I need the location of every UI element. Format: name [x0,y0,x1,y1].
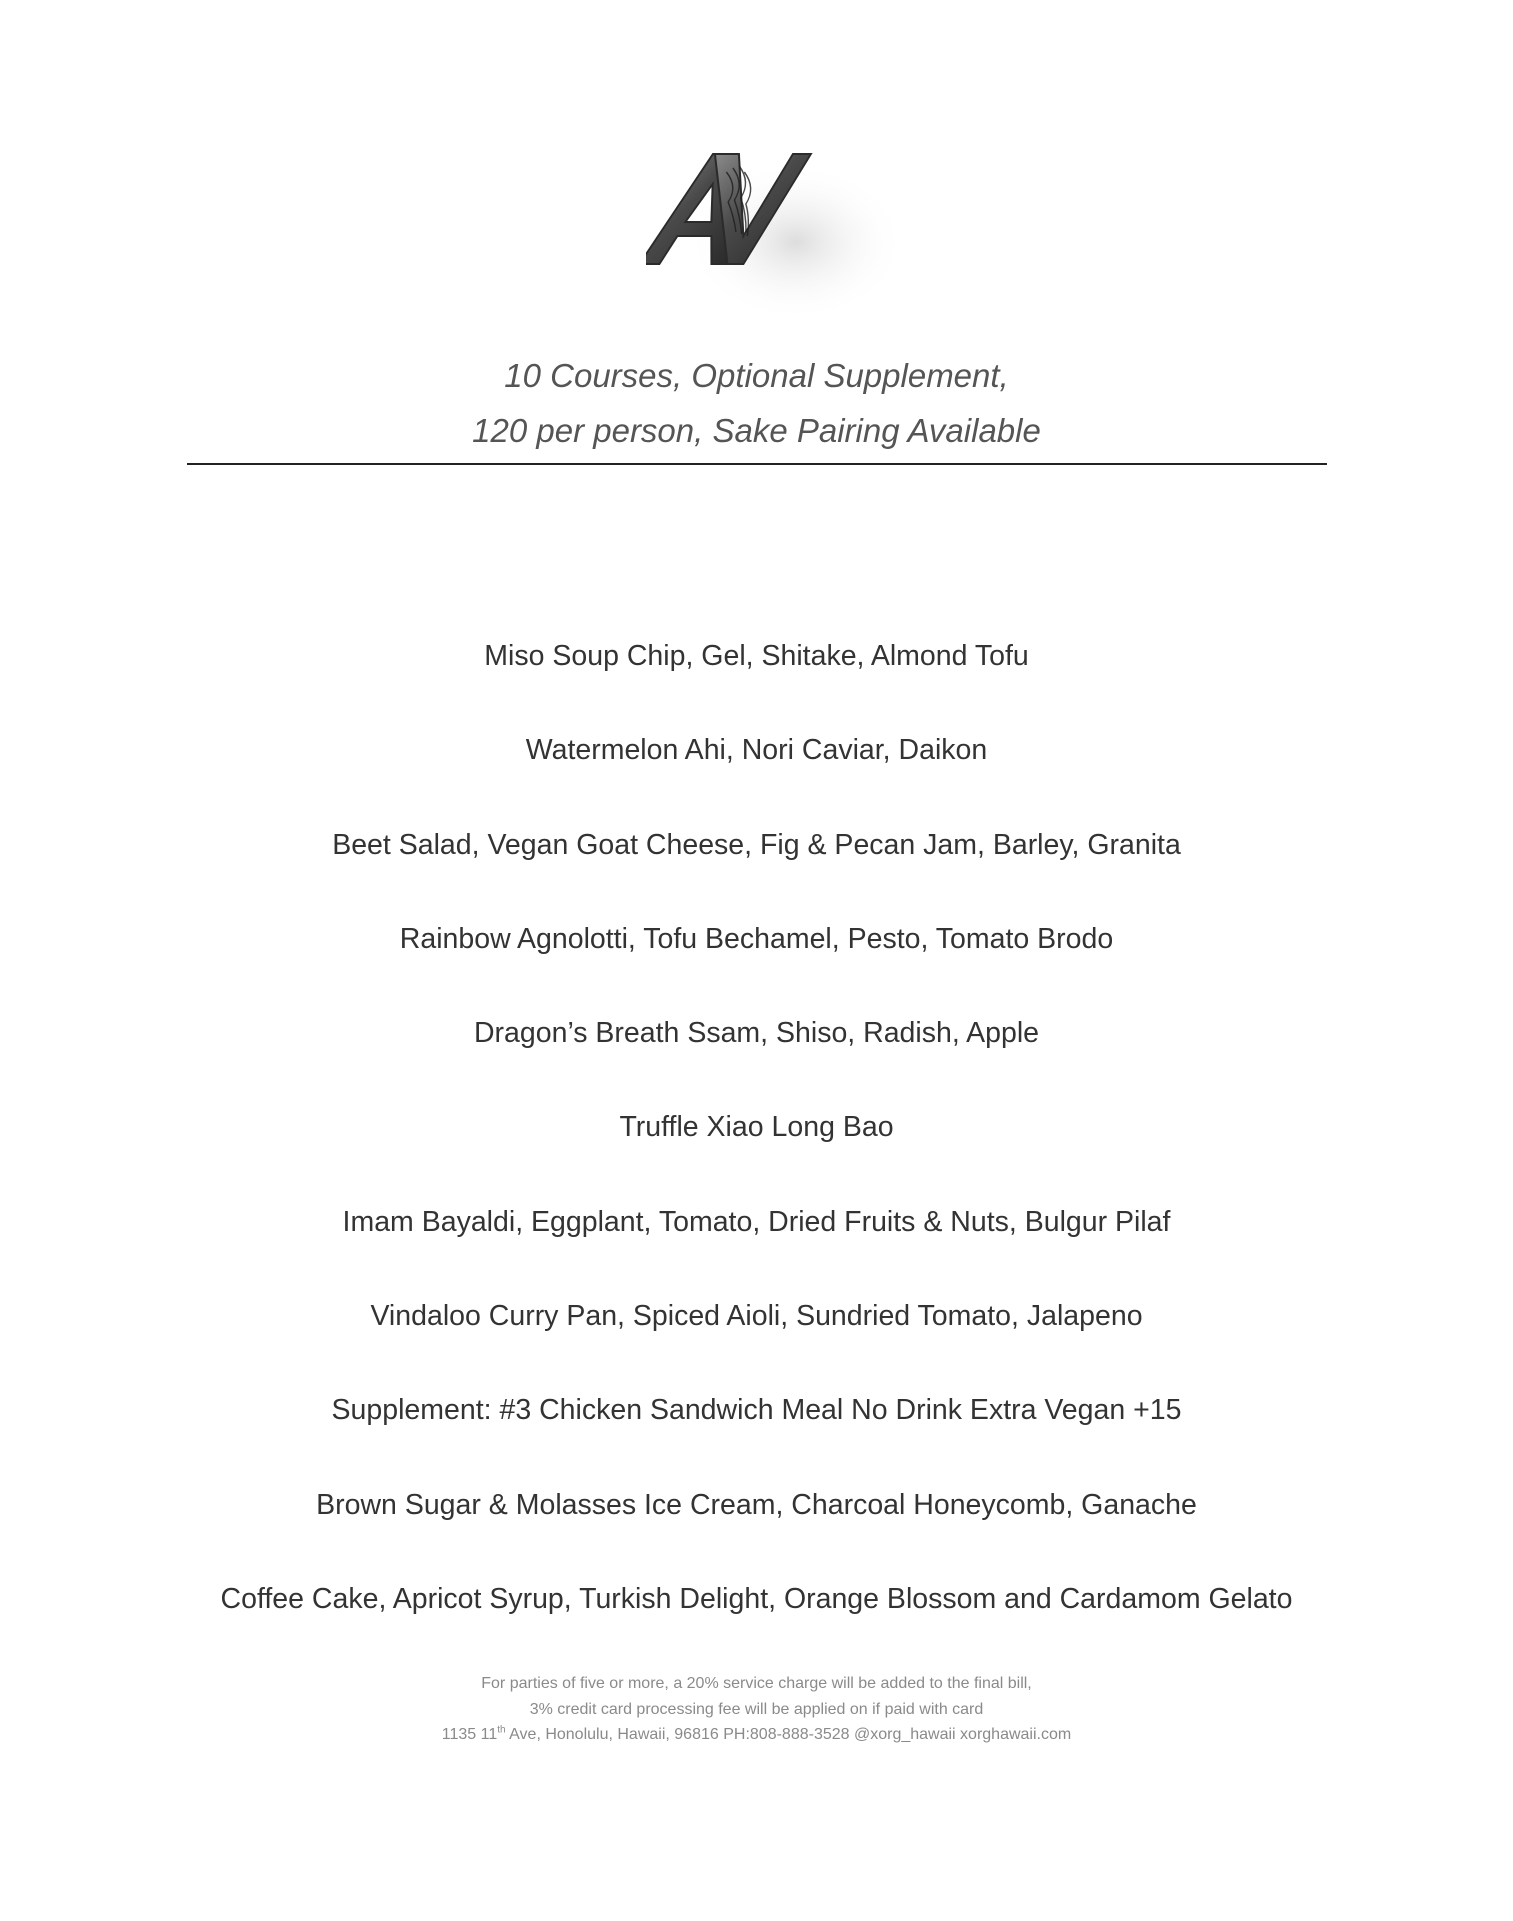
address-street-number: 1135 11 [441,1726,498,1743]
course-item: Miso Soup Chip, Gel, Shitake, Almond Tofu [484,640,1029,672]
course-item: Brown Sugar & Molasses Ice Cream, Charcoal Honeycomb, Ganache [316,1488,1197,1521]
course-item: Rainbow Agnolotti, Tofu Bechamel, Pesto, Tomato Brodo [399,922,1114,955]
course-item: Dragon’s Breath Ssam, Shiso, Radish, Apple [473,1017,1040,1050]
address-line [0,1722,1513,1748]
course-item: Vindaloo Curry Pan, Spiced Aioli, Sundried Tomato, Jalapeno [370,1300,1143,1333]
course-item: Imam Bayaldi, Eggplant, Tomato, Dried Fruits & Nuts, Bulgur Pilaf [342,1205,1171,1238]
card-fee-note: 3% credit card processing fee will be applied on if paid with card [529,1700,984,1718]
av-logo [646,132,906,322]
course-item: Supplement: #3 Chicken Sandwich Meal No Drink Extra Vegan +15 [331,1394,1182,1427]
service-charge-note: For parties of five or more, a 20% service charge will be added to the final bill, [481,1675,1032,1692]
subtitle-price: 120 per person, Sake Pairing Available [472,412,1041,449]
address-ordinal: th [497,1724,506,1736]
course-item: Coffee Cake, Apricot Syrup, Turkish Delight, Orange Blossom and Cardamom Gelato [220,1582,1293,1615]
course-list [0,632,1513,1669]
av-logo-graphic [646,132,906,322]
footer-notes [0,1671,1513,1748]
header-divider [187,463,1327,465]
course-item: Truffle Xiao Long Bao [619,1111,894,1144]
address-contact: Ave, Honolulu, Hawaii, 96816 PH:808-888-3528 @xorg_hawaii xorghawaii.com [505,1726,1072,1743]
course-item: Watermelon Ahi, Nori Caviar, Daikon [525,734,988,767]
course-item: Beet Salad, Vegan Goat Cheese, Fig & Pecan Jam, Barley, Granita [332,828,1181,861]
subtitle-courses: 10 Courses, Optional Supplement, [504,357,1009,394]
